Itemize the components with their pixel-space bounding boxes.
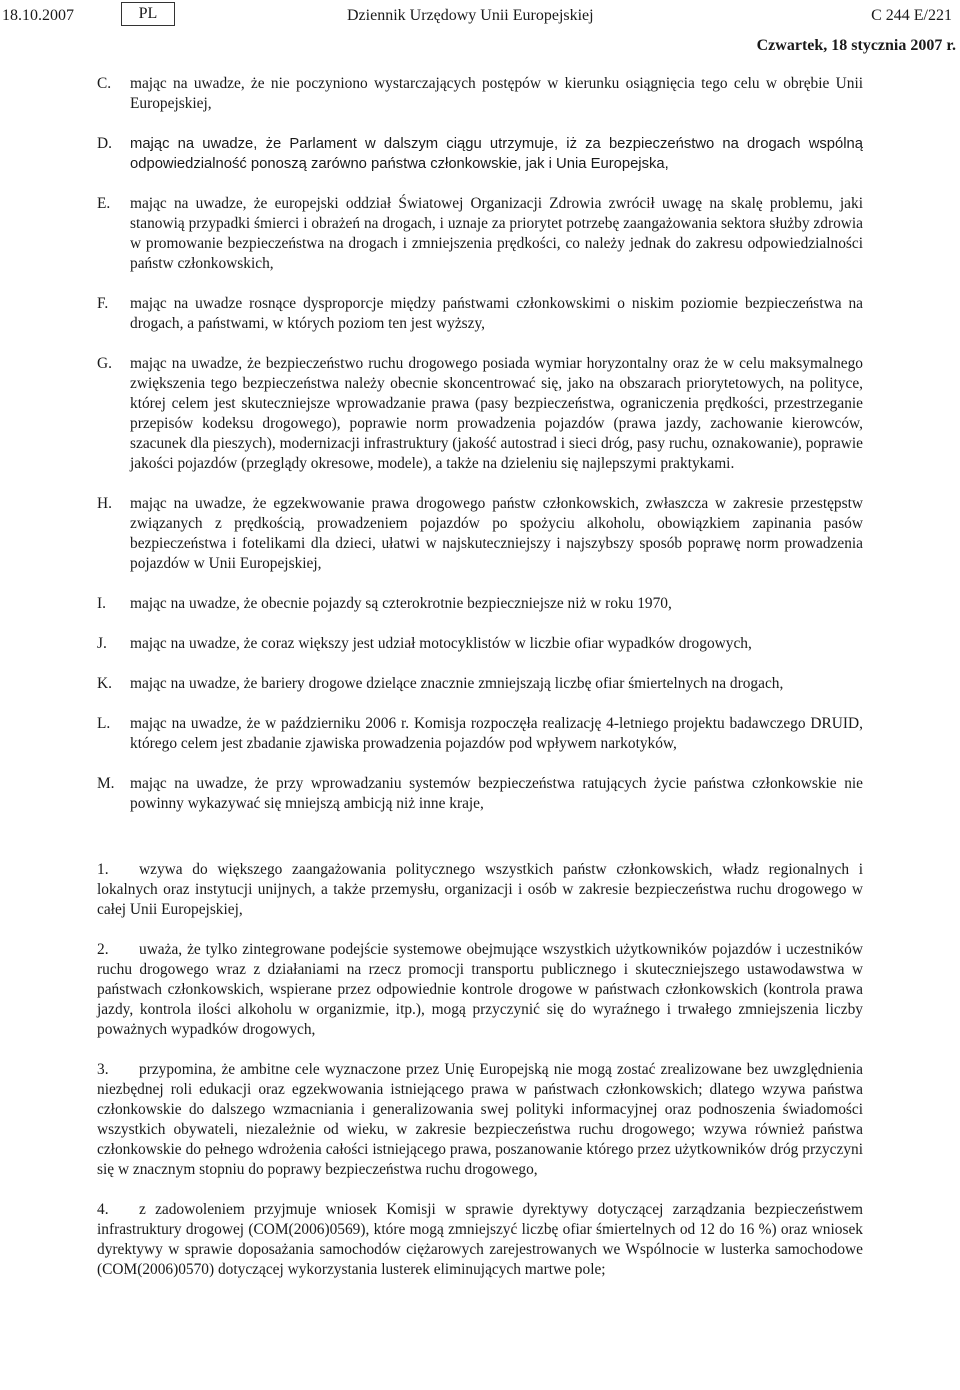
paragraph-text: wzywa do większego zaangażowania politycznego wszystkich państw członkowskich, władz regionalnych i lokalnych oraz instytucji unijnych, a także przemysłu, organizacji i osób w zakresie bezpieczeństwa ruchu drogowego w całej Unii Europejskiej, <box>97 861 863 918</box>
paragraph-text: z zadowoleniem przyjmuje wniosek Komisji w sprawie dyrektywy dotyczącej zarządzania bezpieczeństwem infrastruktury drogowej (COM(2006)0569), które mogą zmniejszyć liczbę ofiar śmiertelnych od 12 do 16 %) oraz wniosek dyrektywy w sprawie doposażania samochodów ciężarowych zarejestrowanych we Wspólnocie w lusterka samochodowe (COM(2006)0570) dotyczącej wykorzystania lusterek eliminujących martwe pole; <box>97 1201 863 1278</box>
recital-text: mając na uwadze rosnące dysproporcje między państwami członkowskimi o niskim poziomie bezpieczeństwa na drogach, a państwami, w których poziom ten jest wyższy, <box>130 295 863 332</box>
recital <box>97 634 863 654</box>
recital-letter: E. <box>97 195 111 212</box>
section-spacer <box>97 834 863 860</box>
recital-text: mając na uwadze, że bezpieczeństwo ruchu drogowego posiada wymiar horyzontalny oraz że w celu maksymalnego zwiększenia tego bezpieczeństwa należy obecnie skoncentrować się, jako na obszarach priorytetowych, na polityce, której celem jest skuteczniejsze wprowadzanie prawa (pasy bezpieczeństwa, ograniczenia prędkości, przestrzeganie przepisów kodeksu drogowego), poprawie norm prowadzenia pojazdów (prawa jazdy, zachowanie kierowców, szacunek dla pieszych), modernizacji infrastruktury (jakość autostrad i sieci dróg, pasy ruchu, oznakowanie), poprawie jakości pojazdów (przeglądy okresowe, modele), a także na dzieleniu się najlepszymi praktykami. <box>130 355 863 472</box>
recital-text: mając na uwadze, że obecnie pojazdy są czterokrotnie bezpieczniejsze niż w roku 1970, <box>130 595 672 612</box>
recital <box>97 594 863 614</box>
recital <box>97 494 863 574</box>
numbered-paragraph <box>97 940 863 1040</box>
numbered-paragraph <box>97 1200 863 1280</box>
recital-text: mając na uwadze, że Parlament w dalszym ciągu utrzymuje, iż za bezpieczeństwo na drogach wspólną odpowiedzialność ponoszą zarówno państwa członkowskie, jak i Unia Europejska, <box>130 136 863 172</box>
paragraph-number: 3. <box>97 1061 109 1078</box>
paragraph-number: 2. <box>97 941 109 958</box>
numbered-paragraph <box>97 1060 863 1180</box>
page-header <box>0 0 960 30</box>
recital-letter: H. <box>97 495 112 512</box>
recital-text: mając na uwadze, że coraz większy jest udział motocyklistów w liczbie ofiar wypadków drogowych, <box>130 635 752 652</box>
recital <box>97 674 863 694</box>
recital-letter: I. <box>97 595 106 612</box>
recital <box>97 194 863 274</box>
recital <box>97 774 863 814</box>
recital-letter: K. <box>97 675 112 692</box>
page-reference: C 244 E/221 <box>871 7 952 24</box>
language-badge: PL <box>121 2 175 26</box>
session-date: Czwartek, 18 stycznia 2007 r. <box>756 37 956 54</box>
recital-letter: C. <box>97 75 112 92</box>
recital <box>97 134 863 174</box>
recital-letter: G. <box>97 355 112 372</box>
recital-text: mając na uwadze, że nie poczyniono wystarczających postępów w kierunku osiągnięcia tego celu w obrębie Unii Europejskiej, <box>130 75 863 112</box>
recital-text: mając na uwadze, że przy wprowadzaniu systemów bezpieczeństwa ratujących życie państwa członkowskie nie powinny wykazywać się mniejszą ambicją niż inne kraje, <box>130 775 863 812</box>
recital-text: mając na uwadze, że egzekwowanie prawa drogowego państw członkowskich, zwłaszcza w zakresie przestępstw związanych z prędkością, prowadzeniem pojazdów po spożyciu alkoholu, obowiązkiem zapinania pasów bezpieczeństwa i fotelikami dla dzieci, ułatwi w najskuteczniejszy i najszybszy sposób poprawę norm prowadzenia pojazdów w Unii Europejskiej, <box>130 495 863 572</box>
recital <box>97 74 863 114</box>
recital-letter: D. <box>97 135 112 152</box>
numbered-paragraph <box>97 860 863 920</box>
journal-title: Dziennik Urzędowy Unii Europejskiej <box>347 7 594 24</box>
recital-text: mając na uwadze, że bariery drogowe dzielące znacznie zmniejszają liczbę ofiar śmiertelnych na drogach, <box>130 675 784 692</box>
recital-letter: J. <box>97 635 107 652</box>
recital-text: mając na uwadze, że europejski oddział Światowej Organizacji Zdrowia zwrócił uwagę na skalę problemu, jaki stanowią przypadki śmierci i obrażeń na drogach, i uznaje za priorytet potrzebę zaangażowania sektora służby zdrowia w promowanie bezpieczeństwa na drogach i zmniejszenia prędkości, co należy jednak do zakresu odpowiedzialności państw członkowskich, <box>130 195 863 272</box>
paragraph-text: uważa, że tylko zintegrowane podejście systemowe obejmujące wszystkich użytkowników pojazdów i uczestników ruchu drogowego wraz z działaniami na rzecz promocji transportu publicznego i skuteczniejszego ustawodawstwa w państwach członkowskich, wspierane przez odpowiednie kontrole drogowe w państwach członkowskich (kontrola prawa jazdy, kontrola ilości alkoholu w organizmie, itp.), mogą przyczynić się do wyraźnego i trwałego zmniejszenia liczby poważnych wypadków drogowych, <box>97 941 863 1038</box>
document-body <box>97 74 863 1300</box>
paragraph-text: przypomina, że ambitne cele wyznaczone przez Unię Europejską nie mogą zostać zrealizowane bez uwzględnienia niezbędnej roli edukacji oraz egzekwowania istniejącego prawa w państwach członkowskich; dlatego wzywa państwa członkowskie do dalszego wzmacniania i generalizowania swej polityki informacyjnej oraz podnoszenia świadomości wszystkich obywateli, niezależnie od wieku, w zakresie bezpieczeństwa ruchu drogowego; wzywa również państwa członkowskie do pełnego wdrożenia całości istniejącego prawa, poszanowanie którego przez użytkowników dróg przyczyni się w znacznym stopniu do poprawy bezpieczeństwa ruchu drogowego, <box>97 1061 863 1178</box>
paragraph-number: 1. <box>97 861 109 878</box>
recital <box>97 714 863 754</box>
recital <box>97 294 863 334</box>
recital <box>97 354 863 474</box>
recital-letter: F. <box>97 295 109 312</box>
publication-date: 18.10.2007 <box>2 7 74 24</box>
paragraph-number: 4. <box>97 1201 109 1218</box>
recital-letter: M. <box>97 775 115 792</box>
recital-text: mając na uwadze, że w październiku 2006 r. Komisja rozpoczęła realizację 4-letniego projektu badawczego DRUID, którego celem jest zbadanie zjawiska prowadzenia pojazdów pod wpływem narkotyków, <box>130 715 863 752</box>
recital-letter: L. <box>97 715 111 732</box>
